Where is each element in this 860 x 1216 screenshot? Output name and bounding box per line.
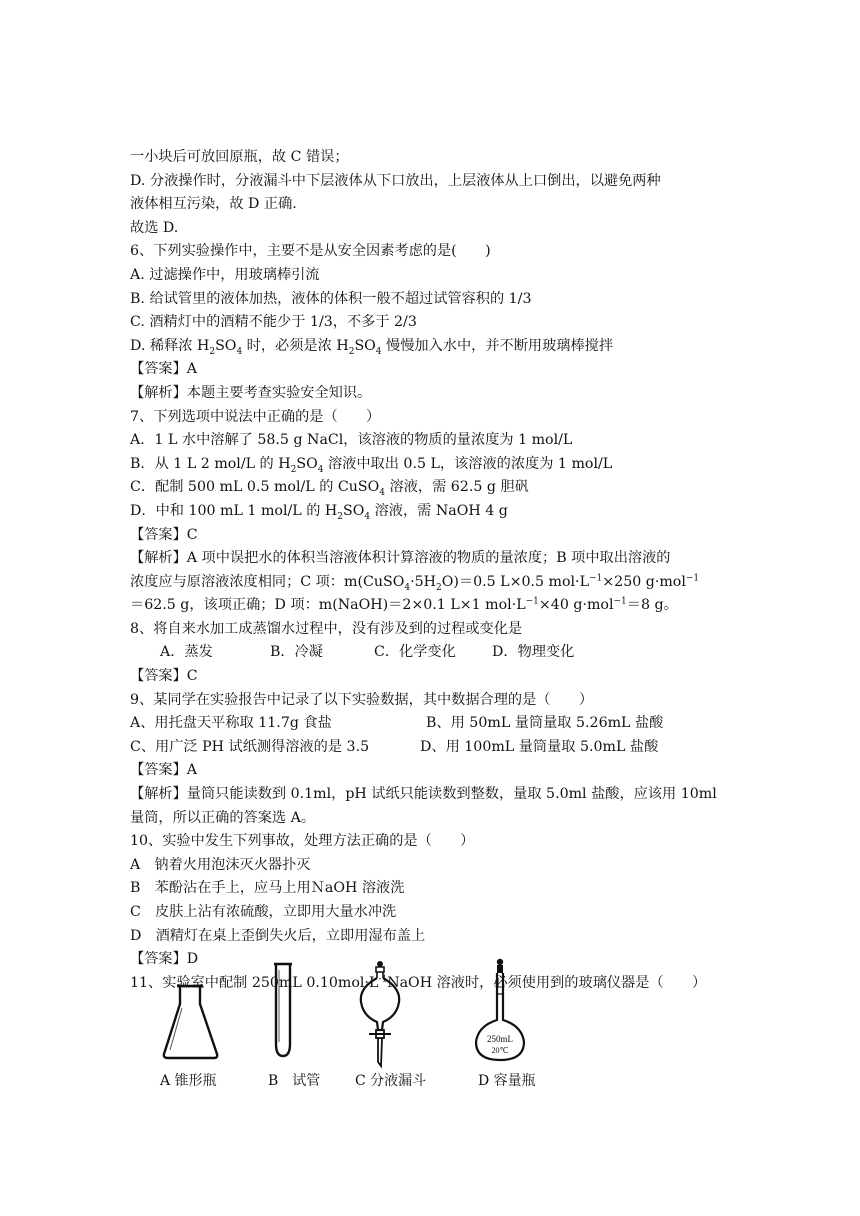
volumetric-flask-icon xyxy=(470,958,532,1074)
question-8: 8、将自来水加工成蒸馏水过程中，没有涉及到的过程或变化是 xyxy=(130,620,523,637)
text-line: 一小块后可放回原瓶，故 C 错误； xyxy=(130,149,349,165)
option-a: A．蒸发 xyxy=(160,644,213,661)
option-b: B．从 1 L 2 mol/L 的 $H_2SO_4$ 溶液中取出 0.5 L，该溶液的浓度为 1 mol/L xyxy=(130,455,613,475)
test-tube-icon xyxy=(268,958,298,1067)
flask-capacity-label: 250mL xyxy=(487,1034,513,1044)
figure-label-b: B 试管 xyxy=(268,1073,321,1089)
options-row xyxy=(130,712,740,736)
option-b: B、用 50mL 量筒量取 5.26mL 盐酸 xyxy=(426,715,664,732)
explanation: 【解析】本题主要考查实验安全知识。 xyxy=(130,384,372,401)
option-b: B. 给试管里的液体加热，液体的体积一般不超过试管容积的 1/3 xyxy=(130,290,532,307)
answer: 【答案】A xyxy=(130,361,197,378)
explanation: 【解析】A 项中误把水的体积当溶液体积计算溶液的物质的量浓度；B 项中取出溶液的 xyxy=(130,550,671,567)
answer: 【答案】D xyxy=(130,951,199,968)
flask-temperature-label: 20℃ xyxy=(491,1046,509,1055)
option-c: C．配制 500 mL 0.5 mol/L 的 CuSO$_4$ 溶液，需 62.5 g 胆矾 xyxy=(130,479,529,499)
option-d: D、用 100mL 量筒量取 5.0mL 盐酸 xyxy=(420,738,659,755)
figure-label-a: A 锥形瓶 xyxy=(160,1073,217,1089)
question-7: 7、下列选项中说法中正确的是（ ） xyxy=(130,408,381,425)
option-c: C 皮肤上沾有浓硫酸，立即用大量水冲洗 xyxy=(130,904,397,920)
glassware-figure xyxy=(150,958,610,1098)
explanation: ＝62.5 g，该项正确；D 项：m(NaOH)＝2×0.1 L×1 $mol\cdot L^{-1}\times 40$ g·mol$^{-1}$＝8 g。 xyxy=(130,596,678,614)
option-d: D．物理变化 xyxy=(492,644,575,661)
conical-flask-icon xyxy=(160,958,220,1067)
option-c: C、用广泛 PH 试纸测得溶液的是 3.5 xyxy=(130,738,370,755)
option-c: C. 酒精灯中的酒精不能少于 1/3，不多于 2/3 xyxy=(130,314,417,331)
question-10: 10、实验中发生下列事故，处理方法正确的是（ ） xyxy=(130,833,475,850)
figure-label-c: C 分液漏斗 xyxy=(355,1073,427,1089)
answer: 【答案】C xyxy=(130,526,198,543)
text-line: 液体相互污染，故 D 正确. xyxy=(130,196,297,213)
answer: 【答案】A xyxy=(130,762,197,779)
explanation: 【解析】量筒只能读数到 0.1ml，pH 试纸只能读数到整数，量取 5.0ml 盐酸，应该用 10ml xyxy=(130,786,717,803)
option-b: B 苯酚沾在手上，应马上用ＮaOH 溶液洗 xyxy=(130,880,405,897)
option-d: D. 稀释浓 $H_2SO_4$ 时，必须是浓 $H_2SO_4$ 慢慢加入水中，并不断用玻璃棒搅拌 xyxy=(130,337,614,357)
explanation: 浓度应与原溶液浓度相同；C 项：$m(CuSO_4\cdot 5H_2O)=0.5$ L×0.5 $mol\cdot L^{-1}\times 250$ g·mol$^{-1}$ xyxy=(130,572,700,593)
option-a: A 钠着火用泡沫灭火器扑灭 xyxy=(130,856,311,873)
explanation: 量筒，所以正确的答案选 A。 xyxy=(130,809,316,826)
option-a: A．1 L 水中溶解了 58.5 g NaCl，该溶液的物质的量浓度为 1 mol/L xyxy=(130,432,573,449)
option-d: D．中和 100 mL 1 mol/L 的 $H_2SO_4$ 溶液，需 NaOH 4 g xyxy=(130,502,508,522)
text-line: D. 分液操作时，分液漏斗中下层液体从下口放出，上层液体从上口倒出，以避免两种 xyxy=(130,172,661,189)
option-a: A. 过滤操作中，用玻璃棒引流 xyxy=(130,266,320,283)
question-9: 9、某同学在实验报告中记录了以下实验数据，其中数据合理的是（ ） xyxy=(130,691,594,708)
separatory-funnel-icon xyxy=(355,958,405,1072)
text-line: 故选 D. xyxy=(130,219,179,236)
options-row xyxy=(130,641,740,665)
options-row xyxy=(130,736,740,760)
option-c: C．化学变化 xyxy=(374,644,456,661)
document-body xyxy=(130,146,740,995)
option-b: B．冷凝 xyxy=(270,644,323,661)
option-d: D 酒精灯在桌上歪倒失火后，立即用湿布盖上 xyxy=(130,927,426,944)
question-6: 6、下列实验操作中，主要不是从安全因素考虑的是( ) xyxy=(130,243,491,260)
figure-label-d: D 容量瓶 xyxy=(478,1073,536,1089)
option-a: A、用托盘天平称取 11.7g 食盐 xyxy=(130,715,332,732)
question-11: 11、实验室中配制 250mL $0.10mol\cdot L^{-1}NaOH$ 溶液时，必须使用到的玻璃仪器是（ ） xyxy=(130,974,707,991)
answer: 【答案】C xyxy=(130,668,198,685)
